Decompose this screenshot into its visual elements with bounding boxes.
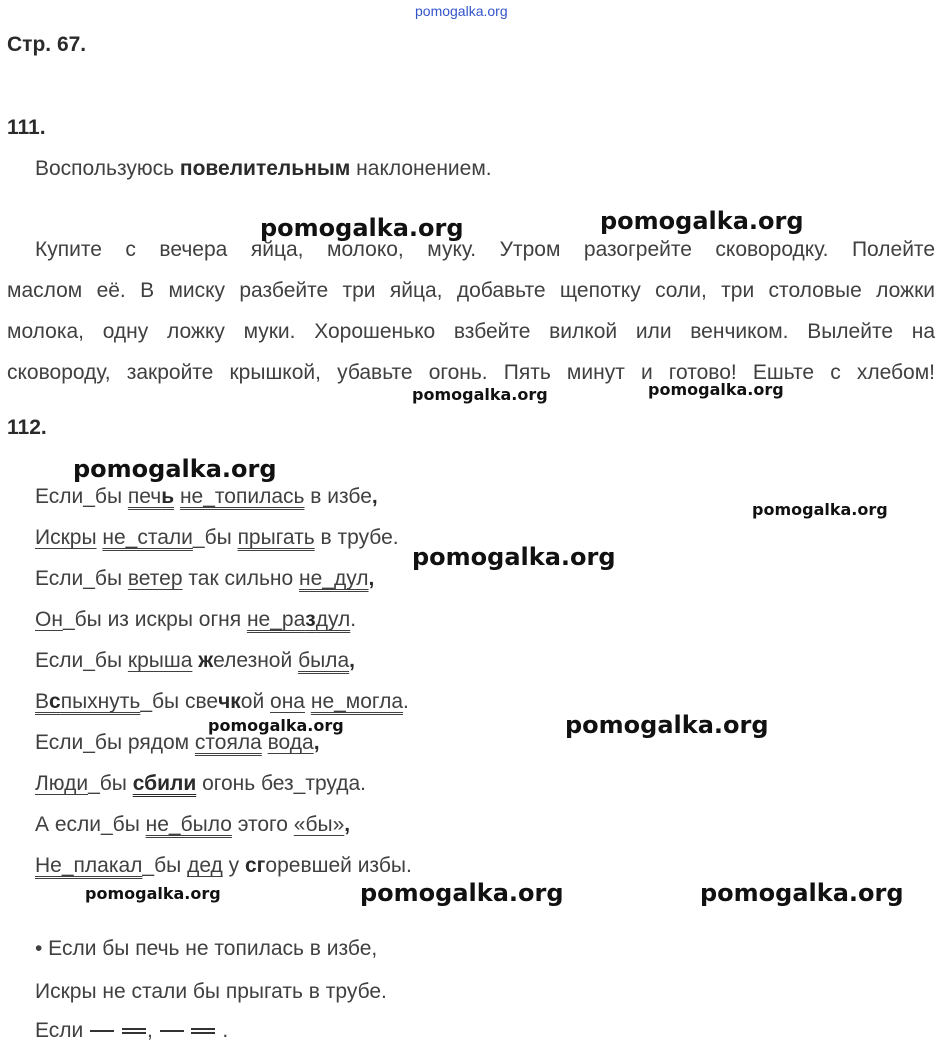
poem-line-10: Не_плакал_бы дед у сгоревшей избы. bbox=[35, 854, 412, 877]
watermark-10: pomogalka.org bbox=[85, 884, 221, 903]
predicate-vspyhnut: Вспыхнуть bbox=[35, 690, 141, 713]
exercise-111-line-1: Купите с вечера яйца, молоко, муку. Утром разогрейте сковородку. Полейте bbox=[35, 238, 935, 261]
scheme-line-2: Искры не стали бы прыгать в трубе. bbox=[35, 980, 387, 1003]
predicate-double-dash-symbol-2 bbox=[190, 1026, 216, 1036]
intro-bold-word: повелительным bbox=[179, 157, 351, 180]
subject-dash-symbol-2 bbox=[159, 1026, 185, 1036]
subject-lyudi: Люди bbox=[35, 772, 89, 795]
watermark-2: pomogalka.org bbox=[600, 207, 804, 235]
predicate-ne-plakal: Не_плакал bbox=[35, 854, 143, 877]
watermark-6: pomogalka.org bbox=[752, 500, 888, 519]
predicate-double-dash-symbol bbox=[121, 1026, 147, 1036]
predicate-ne-bylo: не_было bbox=[145, 813, 232, 836]
predicate-ne-mogla: не_могла bbox=[310, 690, 404, 713]
subject-iskry: Искры bbox=[35, 526, 97, 549]
predicate-pech: печь bbox=[127, 485, 175, 508]
poem-line-1: Если_бы печь не_топилась в избе, bbox=[35, 485, 378, 508]
watermark-7: pomogalka.org bbox=[412, 543, 616, 571]
exercise-111-intro bbox=[35, 157, 492, 181]
exercise-112-number: 112. bbox=[7, 416, 47, 439]
subject-ded: дед bbox=[187, 854, 223, 877]
scheme-line-1: • Если бы печь не топилась в избе, bbox=[35, 937, 378, 960]
watermark-1: pomogalka.org bbox=[260, 214, 464, 242]
poem-line-5: Если_бы крыша железной была, bbox=[35, 649, 355, 672]
subject-ona: она bbox=[270, 690, 305, 713]
intro-text-c: наклонением. bbox=[350, 157, 492, 180]
predicate-ne-dul: не_дул bbox=[299, 567, 369, 590]
watermark-12: pomogalka.org bbox=[700, 879, 904, 907]
poem-line-2: Искры не_стали_бы прыгать в трубе. bbox=[35, 526, 399, 549]
page-header: Стр. 67. bbox=[7, 33, 87, 56]
poem-line-6: Вспыхнуть_бы свечкой она не_могла. bbox=[35, 690, 409, 713]
predicate-prygat: прыгать bbox=[237, 526, 315, 549]
exercise-111-line-4: сковороду, закройте крышкой, убавьте огонь. Пять минут и готово! Ешьте с хлебом! bbox=[7, 361, 935, 384]
subject-veter: ветер bbox=[127, 567, 183, 590]
exercise-111-line-2: маслом её. В миску разбейте три яйца, добавьте щепотку соли, три столовые ложки bbox=[7, 279, 935, 302]
predicate-byla: была bbox=[298, 649, 350, 672]
subject-by: «бы» bbox=[293, 813, 345, 836]
watermark-4: pomogalka.org bbox=[648, 380, 784, 399]
poem-line-3: Если_бы ветер так сильно не_дул, bbox=[35, 567, 375, 590]
poem-line-8: Люди_бы сбили огонь без_труда. bbox=[35, 772, 366, 795]
subject-krysha: крыша bbox=[127, 649, 193, 672]
poem-line-7: Если_бы рядом стояла вода, bbox=[35, 731, 320, 754]
poem-line-4: Он_бы из искры огня не_раздул. bbox=[35, 608, 357, 631]
poem-line-9: А если_бы не_было этого «бы», bbox=[35, 813, 351, 836]
predicate-ne-stali: не_стали bbox=[102, 526, 193, 549]
watermark-top: pomogalka.org bbox=[415, 3, 508, 19]
watermark-11: pomogalka.org bbox=[360, 879, 564, 907]
predicate-ne-topilas: не_топилась bbox=[179, 485, 305, 508]
subject-voda: вода bbox=[267, 731, 314, 754]
subject-dash-symbol bbox=[89, 1026, 115, 1036]
watermark-5: pomogalka.org bbox=[73, 455, 277, 483]
watermark-9: pomogalka.org bbox=[565, 711, 769, 739]
watermark-3: pomogalka.org bbox=[412, 385, 548, 404]
subject-on: Он bbox=[35, 608, 63, 631]
watermark-8: pomogalka.org bbox=[208, 716, 344, 735]
predicate-ne-razdul: не_раздул bbox=[246, 608, 351, 631]
intro-text-a: Воспользуюсь bbox=[35, 157, 180, 180]
predicate-stoyala: стояла bbox=[194, 731, 262, 754]
exercise-111-line-3: молока, одну ложку муки. Хорошенько взбейте вилкой или венчиком. Вылейте на bbox=[7, 320, 935, 343]
exercise-111-number: 111. bbox=[7, 116, 46, 139]
predicate-sbili: сбили bbox=[132, 772, 197, 795]
scheme-line-3: Если , . bbox=[35, 1019, 229, 1042]
